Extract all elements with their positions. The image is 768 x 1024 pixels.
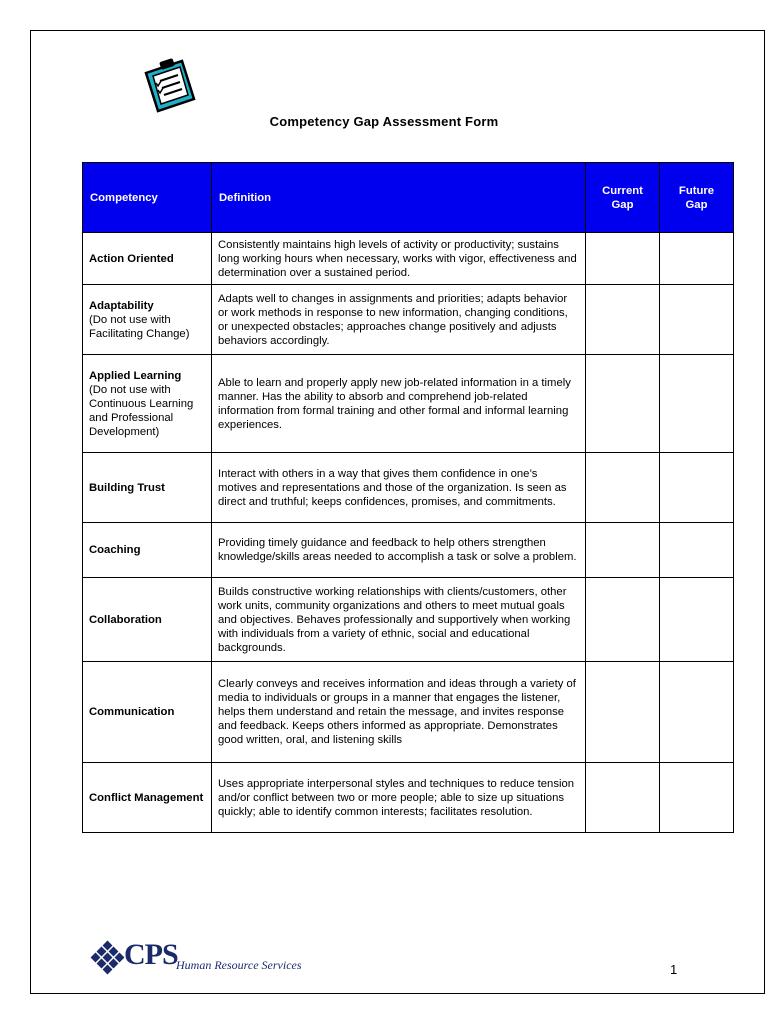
cps-diamond-logo-icon bbox=[90, 940, 126, 976]
column-header-future-gap: Future Gap bbox=[660, 163, 734, 233]
current-gap-cell[interactable] bbox=[586, 355, 660, 453]
competency-name: Collaboration bbox=[89, 613, 162, 626]
future-gap-cell[interactable] bbox=[660, 523, 734, 578]
definition-cell: Consistently maintains high levels of activity or productivity; sustains long working hours when necessary, works with vigor, effectiveness and determination over a sustained period. bbox=[212, 233, 586, 285]
current-gap-cell[interactable] bbox=[586, 662, 660, 763]
column-header-current-gap: Current Gap bbox=[586, 163, 660, 233]
future-gap-cell[interactable] bbox=[660, 285, 734, 355]
definition-cell: Providing timely guidance and feedback to help others strengthen knowledge/skills areas needed to accomplish a task or solve a problem. bbox=[212, 523, 586, 578]
table-row bbox=[83, 285, 734, 355]
future-gap-cell[interactable] bbox=[660, 355, 734, 453]
future-gap-cell[interactable] bbox=[660, 662, 734, 763]
competency-name: Adaptability bbox=[89, 299, 154, 312]
column-header-competency: Competency bbox=[83, 163, 212, 233]
table-row bbox=[83, 523, 734, 578]
table-row bbox=[83, 763, 734, 833]
table-row bbox=[83, 578, 734, 662]
definition-cell: Adapts well to changes in assignments and priorities; adapts behavior or work methods in response to new information, changing conditions, or unexpected obstacles; approaches change positively and adjusts behaviors accordingly. bbox=[212, 285, 586, 355]
competency-name: Coaching bbox=[89, 544, 141, 556]
competency-table bbox=[82, 162, 734, 833]
competency-name: Conflict Management bbox=[89, 791, 204, 804]
column-header-definition: Definition bbox=[212, 163, 586, 233]
definition-cell: Clearly conveys and receives information and ideas through a variety of media to individuals or groups in a manner that engages the listener, helps them understand and retain the message, and invites response and feedback. Keeps others informed as appropriate. Demonstrates good written, oral, and listening skills bbox=[212, 662, 586, 763]
competency-name: Communication bbox=[89, 706, 175, 718]
competency-cell bbox=[83, 763, 212, 833]
table-row bbox=[83, 453, 734, 523]
competency-cell bbox=[83, 662, 212, 763]
current-gap-cell[interactable] bbox=[586, 233, 660, 285]
future-gap-cell[interactable] bbox=[660, 578, 734, 662]
future-gap-cell[interactable] bbox=[660, 763, 734, 833]
current-gap-cell[interactable] bbox=[586, 523, 660, 578]
page-number: 1 bbox=[670, 962, 678, 977]
competency-name: Action Oriented bbox=[89, 252, 174, 265]
competency-note: (Do not use with Continuous Learning and Professional Development) bbox=[89, 383, 194, 438]
future-gap-cell[interactable] bbox=[660, 453, 734, 523]
competency-cell bbox=[83, 285, 212, 355]
page-title: Competency Gap Assessment Form bbox=[269, 114, 499, 129]
cps-logo-subtext: Human Resource Services bbox=[176, 958, 302, 972]
competency-name: Applied Learning bbox=[89, 369, 182, 382]
competency-note: (Do not use with Facilitating Change) bbox=[89, 313, 190, 340]
competency-cell bbox=[83, 453, 212, 523]
definition-cell: Uses appropriate interpersonal styles and techniques to reduce tension and/or conflict between two or more people; able to size up situations quickly; able to identify common interests; facilitates resolution. bbox=[212, 763, 586, 833]
definition-cell: Interact with others in a way that gives them confidence in one’s motives and representations and those of the organization. Is seen as direct and truthful; keeps confidences, promises, and commitments. bbox=[212, 453, 586, 523]
table-row bbox=[83, 233, 734, 285]
competency-name: Building Trust bbox=[89, 481, 165, 494]
competency-cell bbox=[83, 355, 212, 453]
table-header-row bbox=[83, 163, 734, 233]
competency-cell bbox=[83, 578, 212, 662]
current-gap-cell[interactable] bbox=[586, 763, 660, 833]
future-gap-cell[interactable] bbox=[660, 233, 734, 285]
competency-cell bbox=[83, 523, 212, 578]
table-row bbox=[83, 662, 734, 763]
clipboard-icon bbox=[136, 57, 200, 115]
current-gap-cell[interactable] bbox=[586, 453, 660, 523]
current-gap-cell[interactable] bbox=[586, 578, 660, 662]
current-gap-cell[interactable] bbox=[586, 285, 660, 355]
cps-logo-text: CPS bbox=[124, 938, 178, 971]
definition-cell: Able to learn and properly apply new job-related information in a timely manner. Has the ability to absorb and comprehend job-related information from formal training and other formal and informal learning experiences. bbox=[212, 355, 586, 453]
table-row bbox=[83, 355, 734, 453]
definition-cell: Builds constructive working relationships with clients/customers, other work units, community organizations and others to meet mutual goals and objectives. Behaves professionally and supportively when working with individuals from a variety of ethnic, social and educational backgrounds. bbox=[212, 578, 586, 662]
competency-cell bbox=[83, 233, 212, 285]
